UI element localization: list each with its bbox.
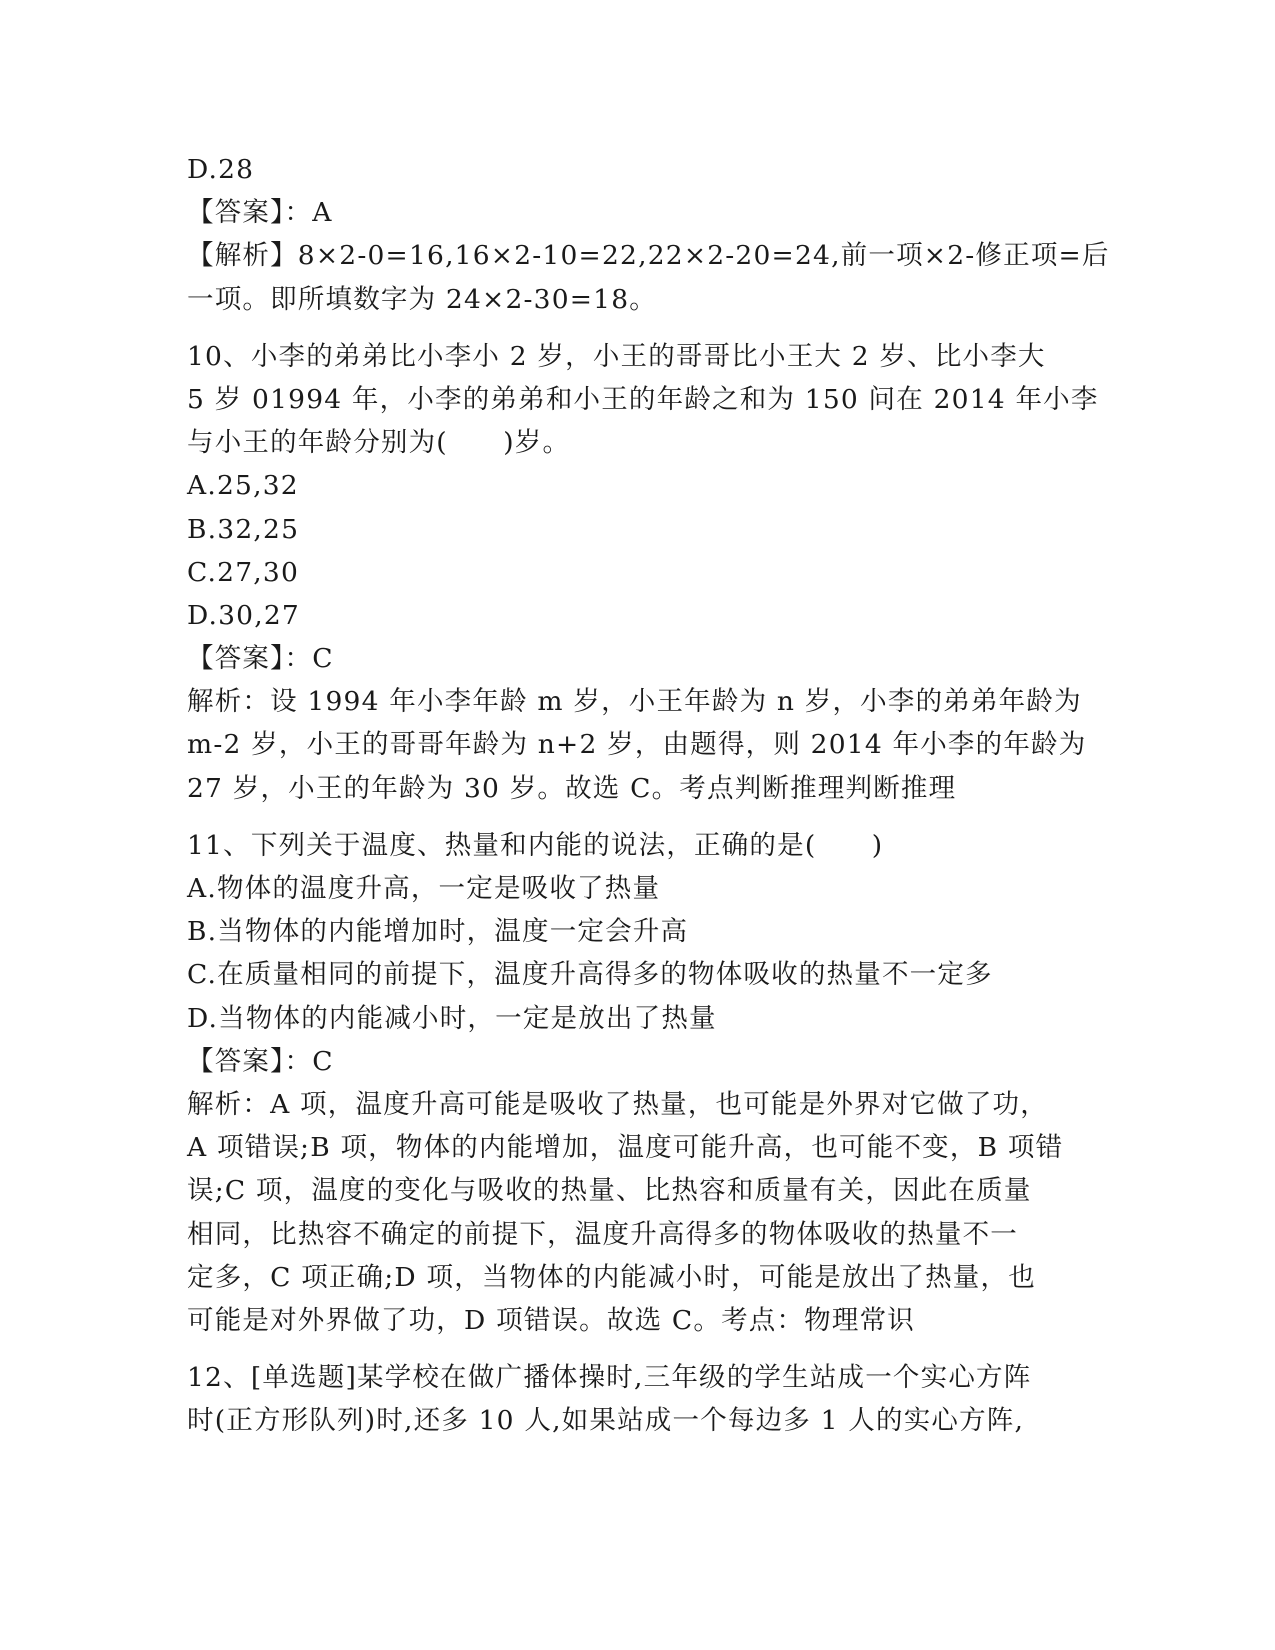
answer-line: 【答案】：C [187, 643, 334, 675]
answer-line: 【答案】：A [187, 197, 333, 229]
analysis-line: 相同，比热容不确定的前提下，温度升高得多的物体吸收的热量不一 [187, 1218, 1018, 1250]
analysis-line: 解析：设 1994 年小李年龄 m 岁，小王年龄为 n 岁，小李的弟弟年龄为 [187, 686, 1082, 718]
question-stem: 11、下列关于温度、热量和内能的说法，正确的是( ) [187, 829, 884, 861]
analysis-line: 27 岁，小王的年龄为 30 岁。故选 C。考点判断推理判断推理 [187, 772, 957, 804]
question-11 [187, 824, 1087, 1342]
question-10 [187, 335, 1099, 810]
answer-line: 【答案】：C [187, 1045, 334, 1077]
option-b: B.当物体的内能增加时，温度一定会升高 [187, 916, 689, 948]
option-c: C.27,30 [187, 556, 300, 588]
question-stem: 12、[单选题]某学校在做广播体操时,三年级的学生站成一个实心方阵 [187, 1362, 1032, 1394]
analysis-line: 可能是对外界做了功，D 项错误。故选 C。考点：物理常识 [187, 1304, 915, 1336]
question-9-tail [187, 148, 1110, 321]
analysis-line: 解析：A 项，温度升高可能是吸收了热量，也可能是外界对它做了功， [187, 1088, 1048, 1120]
question-stem: 时(正方形队列)时,还多 10 人,如果站成一个每边多 1 人的实心方阵, [187, 1405, 1025, 1437]
analysis-line: 误;C 项，温度的变化与吸收的热量、比热容和质量有关，因此在质量 [187, 1175, 1032, 1207]
option-c: C.在质量相同的前提下，温度升高得多的物体吸收的热量不一定多 [187, 959, 993, 991]
option-d: D.28 [187, 154, 255, 185]
analysis-line: m-2 岁，小王的哥哥年龄为 n+2 岁，由题得，则 2014 年小李的年龄为 [187, 729, 1087, 761]
option-d: D.当物体的内能减小时，一定是放出了热量 [187, 1002, 717, 1034]
analysis-line: A 项错误;B 项，物体的内能增加，温度可能升高，也可能不变，B 项错 [187, 1132, 1064, 1164]
question-stem: 与小王的年龄分别为( )岁。 [187, 427, 571, 459]
option-a: A.25,32 [187, 470, 299, 502]
option-b: B.32,25 [187, 513, 300, 545]
question-12 [187, 1356, 1087, 1442]
question-stem: 5 岁 01994 年，小李的弟弟和小王的年龄之和为 150 问在 2014 年小李 [187, 383, 1099, 415]
question-stem: 10、小李的弟弟比小李小 2 岁，小王的哥哥比小王大 2 岁、比小李大 [187, 340, 1046, 372]
analysis-line: 定多，C 项正确;D 项，当物体的内能减小时，可能是放出了热量，也 [187, 1261, 1036, 1293]
analysis-line: 一项。即所填数字为 24×2-30=18。 [187, 283, 658, 315]
option-a: A.物体的温度升高，一定是吸收了热量 [187, 873, 661, 904]
analysis-line: 【解析】8×2-0=16,16×2-10=22,22×2-20=24,前一项×2-修正项=后 [187, 240, 1110, 272]
option-d: D.30,27 [187, 599, 300, 631]
document-page [187, 148, 1110, 1442]
